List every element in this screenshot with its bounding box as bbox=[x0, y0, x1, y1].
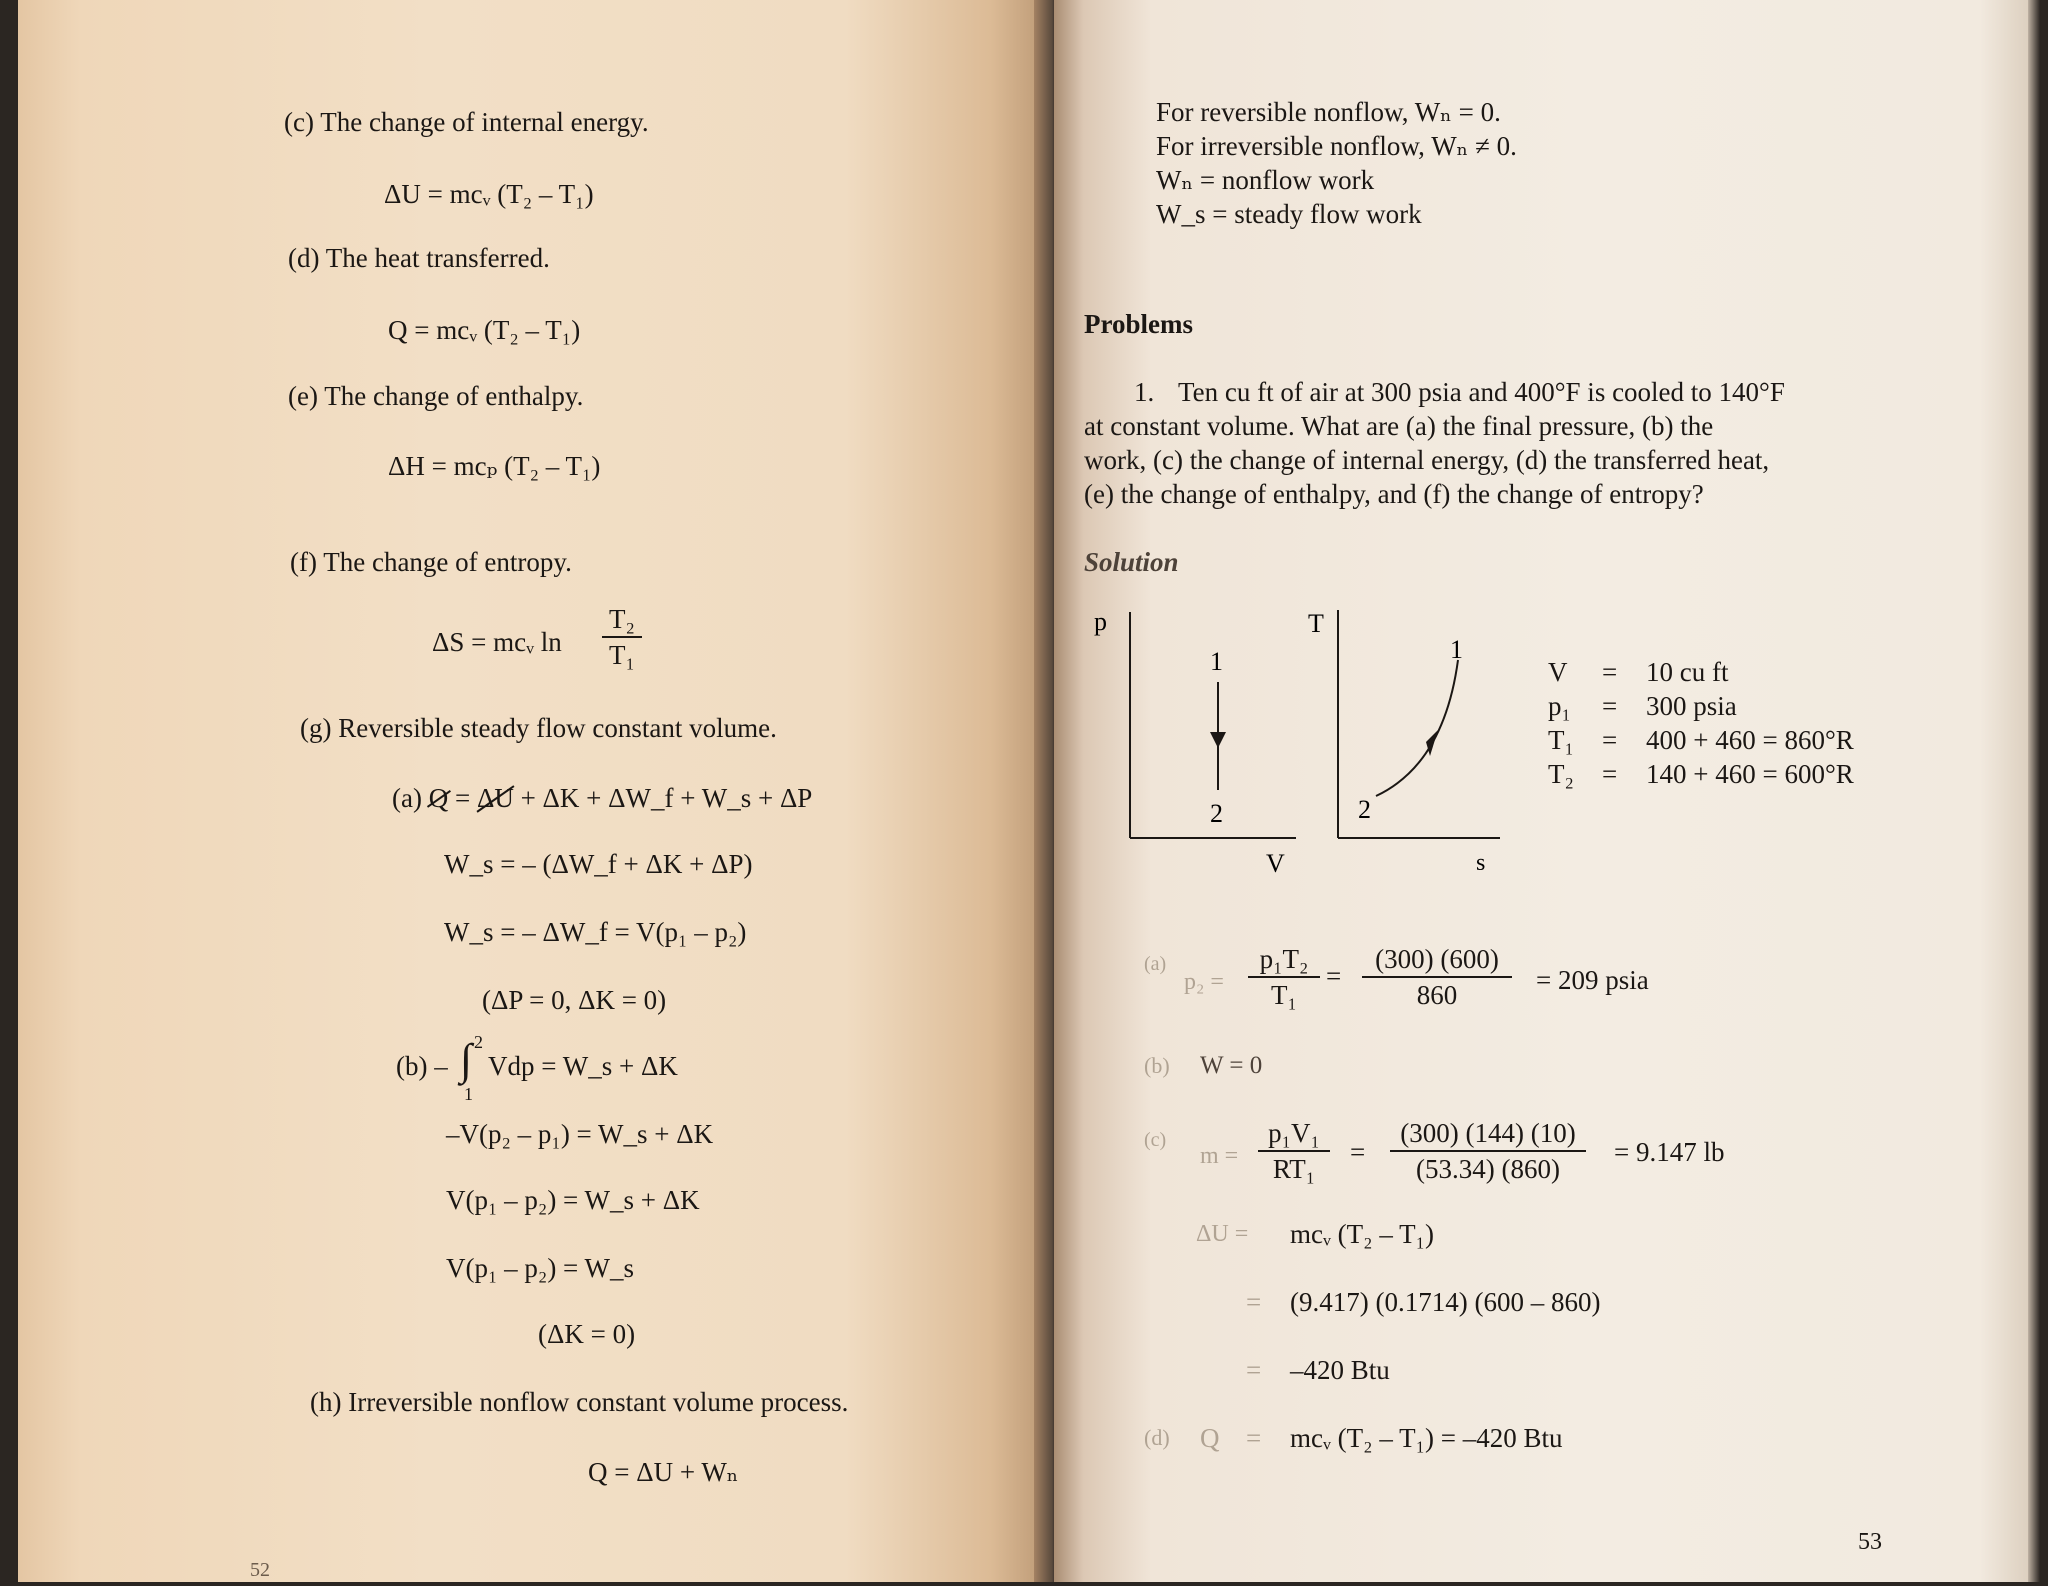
struck-q: Q bbox=[428, 783, 449, 813]
part-a-label: (a) bbox=[1144, 953, 1167, 975]
part-c-frac2-num: (300) (144) (10) bbox=[1400, 1118, 1576, 1148]
equation-e: ΔH = mcₚ (T₂ – T₁) bbox=[388, 451, 601, 481]
part-d-label: (d) bbox=[1144, 1425, 1170, 1450]
given-val-3: 140 + 460 = 600°R bbox=[1646, 759, 1854, 789]
equation-g-a-mid: = bbox=[448, 783, 477, 813]
given-sym-0: V bbox=[1548, 657, 1568, 687]
part-a-eq: = bbox=[1326, 961, 1342, 991]
pv-x-label: V bbox=[1266, 849, 1285, 878]
given-sym-3: T₂ bbox=[1548, 759, 1574, 789]
ts-state-1: 1 bbox=[1450, 635, 1463, 664]
page-number-right: 53 bbox=[1858, 1529, 1882, 1555]
part-c-label: (c) bbox=[1144, 1129, 1167, 1151]
part-b-label: (b) bbox=[1144, 1053, 1170, 1078]
given-sym-1: p₁ bbox=[1548, 691, 1571, 721]
part-c-frac1-num: p₁V₁ bbox=[1268, 1118, 1320, 1148]
intro-line3: Wₙ = nonflow work bbox=[1156, 165, 1375, 195]
equation-g-a-rest: + ΔK + ΔW_f + W_s + ΔP bbox=[513, 783, 813, 813]
problems-heading: Problems bbox=[1084, 309, 1193, 339]
intro-line4: W_s = steady flow work bbox=[1156, 199, 1422, 229]
pv-y-label: p bbox=[1094, 607, 1107, 636]
equation-f-numerator: T₂ bbox=[609, 604, 635, 634]
struck-delta-u: ΔU bbox=[476, 783, 514, 813]
part-a-frac1-num: p₁T₂ bbox=[1259, 944, 1309, 974]
problem-line4: (e) the change of enthalpy, and (f) the change of entropy? bbox=[1084, 479, 1704, 509]
ts-process-curve bbox=[1376, 660, 1458, 796]
given-eq-1: = bbox=[1602, 691, 1618, 721]
ts-state-2: 2 bbox=[1358, 795, 1371, 824]
right-page bbox=[1054, 0, 2028, 1582]
fraction-bar bbox=[602, 636, 642, 638]
page-number-left: 52 bbox=[250, 1559, 270, 1581]
equation-g-b: Vdp = W_s + ΔK bbox=[488, 1051, 678, 1081]
integral-upper-limit: 2 bbox=[474, 1032, 483, 1052]
problem-line3: work, (c) the change of internal energy, (d) the transferred heat, bbox=[1084, 445, 1770, 475]
part-d-lhs: Q bbox=[1200, 1423, 1220, 1453]
heading-f: (f) The change of entropy. bbox=[290, 547, 572, 577]
part-a-frac2-den: 860 bbox=[1416, 980, 1458, 1010]
equation-f-denominator: T₁ bbox=[609, 640, 635, 670]
part-a-result: = 209 psia bbox=[1536, 965, 1649, 995]
problem-line2: at constant volume. What are (a) the final pressure, (b) the bbox=[1084, 411, 1714, 441]
part-a-fraction1 bbox=[1248, 944, 1320, 1010]
pv-state-1: 1 bbox=[1210, 647, 1223, 676]
part-a-lhs: p₂ = bbox=[1184, 969, 1224, 995]
heading-h: (h) Irreversible nonflow constant volume process. bbox=[310, 1387, 849, 1417]
solution-heading: Solution bbox=[1084, 547, 1179, 577]
equation-g-line2: W_s = – (ΔW_f + ΔK + ΔP) bbox=[444, 849, 753, 879]
pv-arrow bbox=[1210, 732, 1226, 748]
equation-g-line6: –V(p₂ – p₁) = W_s + ΔK bbox=[446, 1119, 714, 1149]
equation-g-a bbox=[392, 782, 812, 814]
part-c-frac2-den: (53.34) (860) bbox=[1416, 1154, 1560, 1184]
pv-state-2: 2 bbox=[1210, 799, 1223, 828]
equation-g-line3: W_s = – ΔW_f = V(p₁ – p₂) bbox=[444, 917, 747, 947]
given-val-0: 10 cu ft bbox=[1646, 657, 1729, 687]
given-sym-2: T₁ bbox=[1548, 725, 1574, 755]
equation-f-lhs: ΔS = mcᵥ ln bbox=[432, 627, 562, 657]
intro-line2: For irreversible nonflow, Wₙ ≠ 0. bbox=[1156, 131, 1517, 161]
equation-g-line7: V(p₁ – p₂) = W_s + ΔK bbox=[446, 1185, 700, 1215]
equation-g-line9: (ΔK = 0) bbox=[538, 1319, 636, 1349]
part-b-eq: W = 0 bbox=[1200, 1052, 1263, 1079]
part-c-result: = 9.147 lb bbox=[1614, 1137, 1725, 1167]
integral-lower-limit: 1 bbox=[464, 1084, 473, 1104]
ts-x-label: s bbox=[1476, 850, 1486, 876]
delta-u-rhs2: (9.417) (0.1714) (600 – 860) bbox=[1290, 1287, 1601, 1317]
part-a-frac1-den: T₁ bbox=[1271, 980, 1297, 1010]
integral-sign: ∫ bbox=[460, 1035, 473, 1084]
given-eq-0: = bbox=[1602, 657, 1618, 687]
heading-c: (c) The change of internal energy. bbox=[284, 107, 649, 137]
equation-d: Q = mcᵥ (T₂ – T₁) bbox=[388, 315, 581, 345]
ts-diagram bbox=[1308, 600, 1554, 880]
given-val-1: 300 psia bbox=[1646, 691, 1737, 721]
heading-g: (g) Reversible steady flow constant volume. bbox=[300, 713, 777, 743]
delta-u-eq2: = bbox=[1246, 1287, 1262, 1317]
book-right-edge bbox=[2028, 0, 2048, 1582]
ts-y-label: T bbox=[1308, 609, 1324, 638]
part-c-frac1-den: RT₁ bbox=[1272, 1154, 1316, 1184]
equation-h: Q = ΔU + Wₙ bbox=[588, 1457, 739, 1487]
equation-f-fraction bbox=[602, 604, 642, 670]
delta-u-lhs: ΔU = bbox=[1196, 1221, 1249, 1247]
heading-d: (d) The heat transferred. bbox=[288, 243, 550, 273]
part-c-lhs: m = bbox=[1200, 1143, 1239, 1169]
equation-g-a-label: (a) bbox=[392, 783, 422, 813]
part-c-eq: = bbox=[1350, 1137, 1366, 1167]
given-val-2: 400 + 460 = 860°R bbox=[1646, 725, 1854, 755]
part-a-fraction2 bbox=[1362, 944, 1512, 1010]
part-c-fraction1 bbox=[1258, 1118, 1330, 1184]
part-a-frac2-num: (300) (600) bbox=[1375, 944, 1499, 974]
part-d-eq: = bbox=[1246, 1423, 1262, 1453]
given-eq-2: = bbox=[1602, 725, 1618, 755]
part-c-fraction2 bbox=[1390, 1118, 1586, 1184]
equation-g-b-label: (b) – bbox=[396, 1051, 448, 1081]
heading-e: (e) The change of enthalpy. bbox=[288, 381, 584, 411]
given-eq-3: = bbox=[1602, 759, 1618, 789]
left-page bbox=[18, 0, 1052, 1582]
problem-number: 1. bbox=[1134, 377, 1155, 407]
intro-line1: For reversible nonflow, Wₙ = 0. bbox=[1156, 97, 1501, 127]
delta-u-eq3: = bbox=[1246, 1355, 1262, 1385]
part-d-rhs: mcᵥ (T₂ – T₁) = –420 Btu bbox=[1290, 1423, 1563, 1453]
delta-u-rhs1: mcᵥ (T₂ – T₁) bbox=[1290, 1219, 1434, 1249]
problem-line1: Ten cu ft of air at 300 psia and 400°F is cooled to 140°F bbox=[1178, 377, 1785, 407]
equation-g-line8: V(p₁ – p₂) = W_s bbox=[446, 1253, 635, 1283]
equation-c: ΔU = mcᵥ (T₂ – T₁) bbox=[384, 179, 594, 209]
equation-g-line4: (ΔP = 0, ΔK = 0) bbox=[482, 985, 667, 1015]
delta-u-rhs3: –420 Btu bbox=[1290, 1355, 1390, 1385]
